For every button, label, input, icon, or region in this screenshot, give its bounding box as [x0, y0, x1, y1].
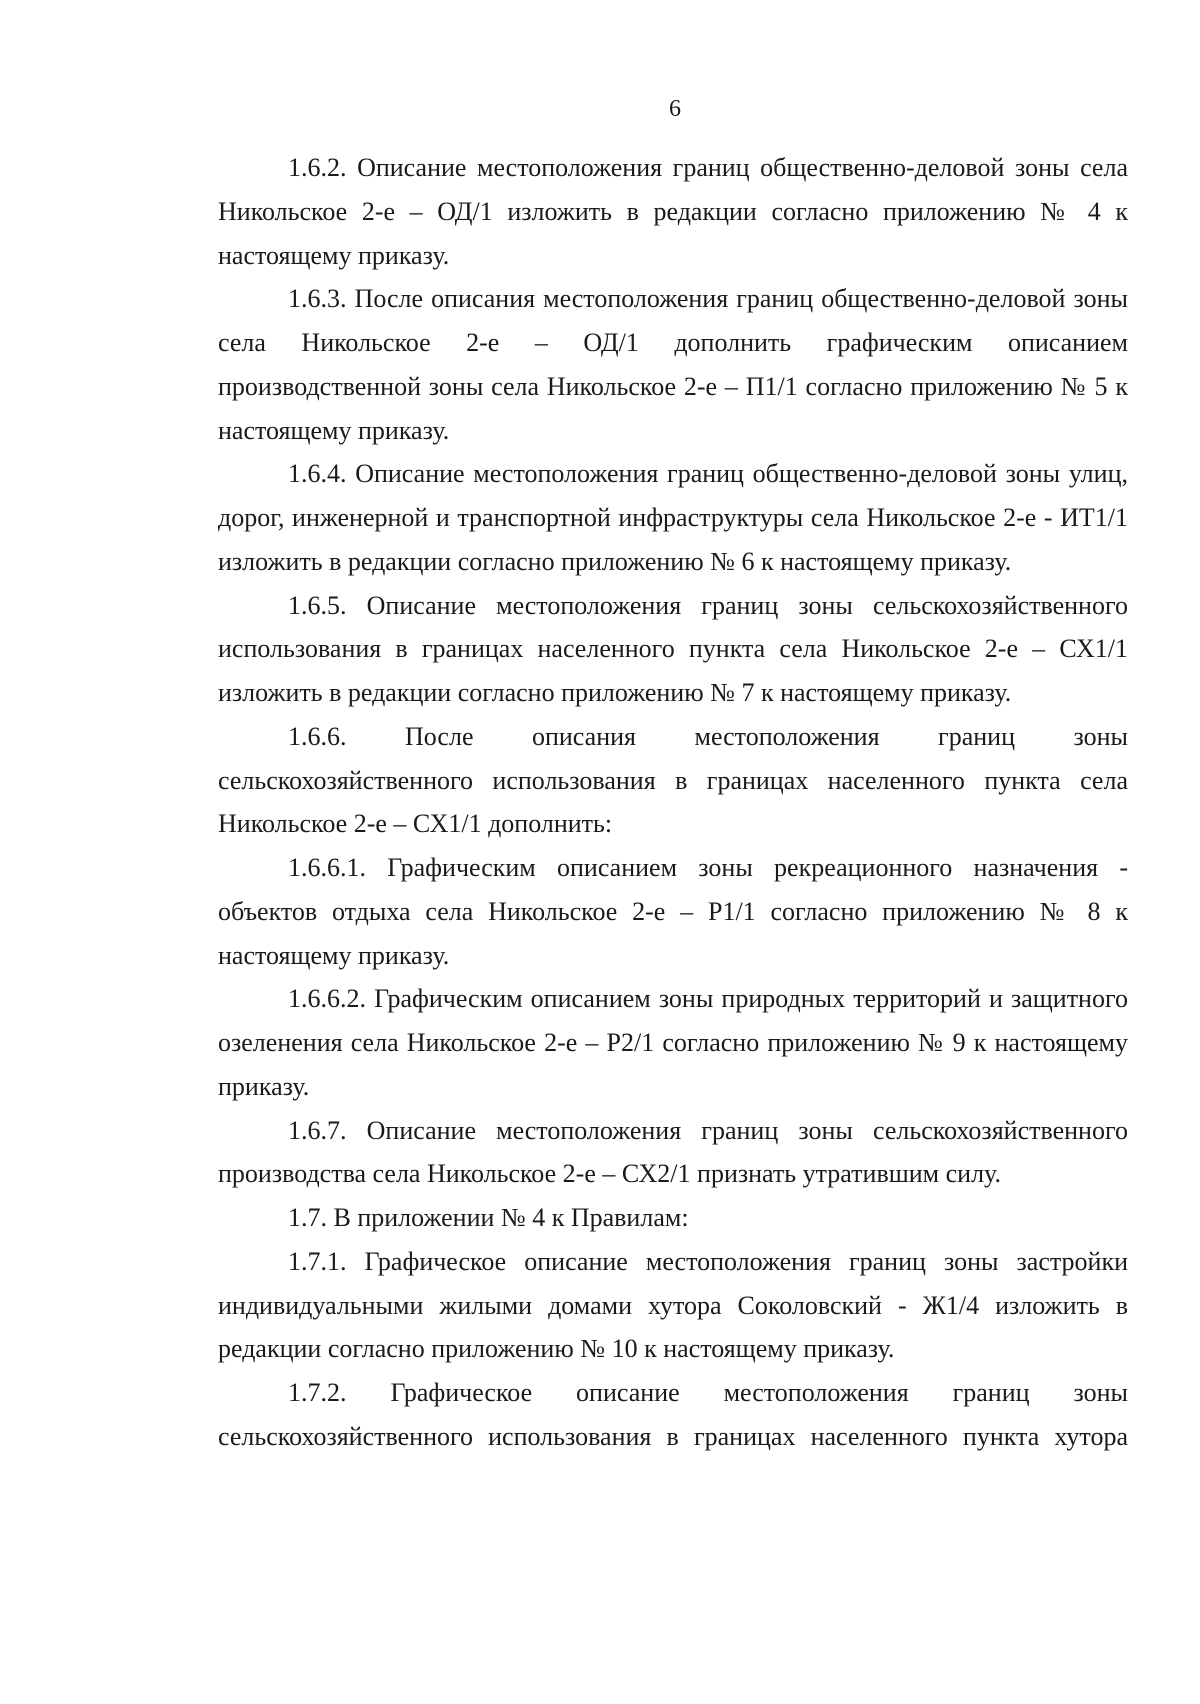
document-body — [218, 146, 1128, 1459]
paragraph-1-6-2: 1.6.2. Описание местоположения границ общественно-деловой зоны села Никольское 2-е – ОД/1 изложить в редакции согласно приложению № 4 к настоящему приказу. — [218, 153, 1128, 270]
paragraph-1-6-5: 1.6.5. Описание местоположения границ зоны сельскохозяйственного использования в границах населенного пункта села Никольское 2-е – СХ1/1 изложить в редакции согласно приложению № 7 к настоящему приказу. — [218, 590, 1128, 707]
paragraph-1-6-7: 1.6.7. Описание местоположения границ зоны сельскохозяйственного производства села Никольское 2-е – СХ2/1 признать утратившим силу. — [218, 1115, 1128, 1189]
paragraph-1-6-6-2: 1.6.6.2. Графическим описанием зоны природных территорий и защитного озеленения села Никольское 2-е – Р2/1 согласно приложению № 9 к настоящему приказу. — [218, 984, 1128, 1101]
paragraph-1-7-2: 1.7.2. Графическое описание местоположения границ зоны сельскохозяйственного использования в границах населенного пункта хутора — [218, 1378, 1128, 1451]
paragraph-1-6-4: 1.6.4. Описание местоположения границ общественно-деловой зоны улиц, дорог, инженерной и транспортной инфраструктуры села Никольское 2-е - ИТ1/1 изложить в редакции согласно приложению № 6 к настоящему приказу. — [218, 459, 1128, 576]
paragraph-1-6-6-1: 1.6.6.1. Графическим описанием зоны рекреационного назначения - объектов отдыха села Никольское 2-е – Р1/1 согласно приложению № 8 к настоящему приказу. — [218, 853, 1128, 970]
paragraph-1-6-6: 1.6.6. После описания местоположения границ зоны сельскохозяйственного использования в границах населенного пункта села Никольское 2-е – СХ1/1 дополнить: — [218, 721, 1128, 839]
paragraph-1-6-3: 1.6.3. После описания местоположения границ общественно-деловой зоны села Никольское 2-е – ОД/1 дополнить графическим описанием производственной зоны села Никольское 2-е – П1/1 согласно приложению № 5 к настоящему приказу. — [218, 284, 1128, 445]
paragraph-1-7-1: 1.7.1. Графическое описание местоположения границ зоны застройки индивидуальными жилыми домами хутора Соколовский - Ж1/4 изложить в редакции согласно приложению № 10 к настоящему приказу. — [218, 1246, 1128, 1364]
paragraph-1-7: 1.7. В приложении № 4 к Правилам: — [288, 1203, 689, 1232]
page-number: 6 — [669, 96, 681, 122]
